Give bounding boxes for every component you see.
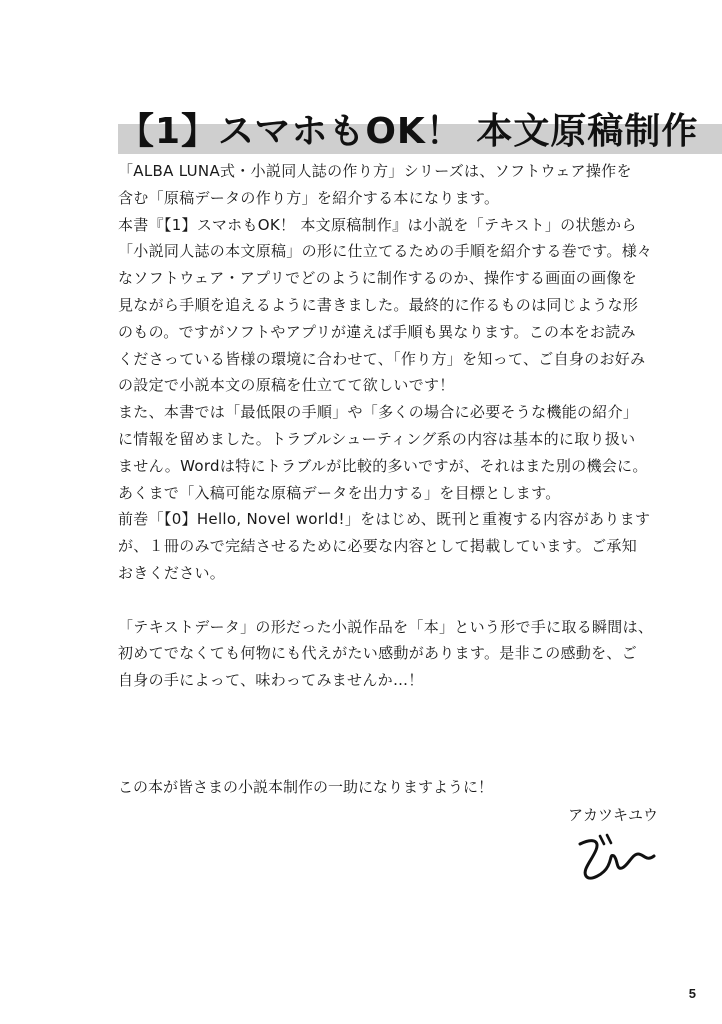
body-line: に情報を留めました。トラブルシューティング系の内容は基本的に取り扱い (118, 429, 636, 448)
paragraph-spacer (118, 587, 678, 614)
body-line: あくまで「入稿可能な原稿データを出力する」を目標とします。 (118, 483, 561, 502)
body-line: なソフトウェア・アプリでどのように制作するのか、操作する画面の画像を (118, 269, 638, 288)
body-line: また、本書では「最低限の手順」や「多くの場合に必要そうな機能の紹介」 (118, 403, 639, 422)
body-line: 「テキストデータ」の形だった小説作品を「本」という形で手に取る瞬間は、 (118, 617, 654, 636)
body-line: 「ALBA LUNA式・小説同人誌の作り方」シリーズは、ソフトウェア操作を (118, 162, 632, 180)
body-line: 「小説同人誌の本文原稿」の形に仕立てるための手順を紹介する巻です。様々 (118, 242, 653, 261)
body-line: 本書『【1】スマホもOK！ 本文原稿制作』は小説を「テキスト」の状態から (118, 215, 637, 234)
closing-message: この本が皆さまの小説本制作の一助になりますように！ (118, 778, 494, 796)
body-line: 自身の手によって、味わってみませんか…！ (118, 671, 424, 690)
page-title: 【1】スマホもOK！ 本文原稿制作 (118, 111, 699, 152)
signature-icon (574, 830, 660, 886)
body-line: 初めてでなくても何物にも代えがたい感動があります。是非この感動を、ご (118, 644, 638, 663)
body-line: くださっている皆様の環境に合わせて、「作り方」を知って、ご自身のお好み (118, 349, 646, 368)
body-line: 含む「原稿データの作り方」を紹介する本になります。 (118, 188, 500, 207)
body-line: の設定で小説本文の原稿を仕立てて欲しいです！ (118, 376, 455, 395)
body-line: 前巻「【0】Hello, Novel world!」をはじめ、既刊と重複する内容があります (118, 510, 651, 529)
author-name: アカツキユウ (568, 806, 658, 824)
body-line: おきください。 (118, 563, 226, 582)
page-number: 5 (688, 986, 696, 1001)
body-line: 見ながら手順を追えるように書きました。最終的に作るものは同じような形 (118, 295, 639, 314)
body-line: のもの。ですがソフトやアプリが違えば手順も異なります。この本をお読み (118, 322, 636, 341)
body-line: ません。Wordは特にトラブルが比較的多いですが、それはまた別の機会に。 (118, 456, 648, 475)
body-text (118, 158, 678, 694)
body-line: が、１冊のみで完結させるために必要な内容として掲載しています。ご承知 (118, 537, 638, 556)
